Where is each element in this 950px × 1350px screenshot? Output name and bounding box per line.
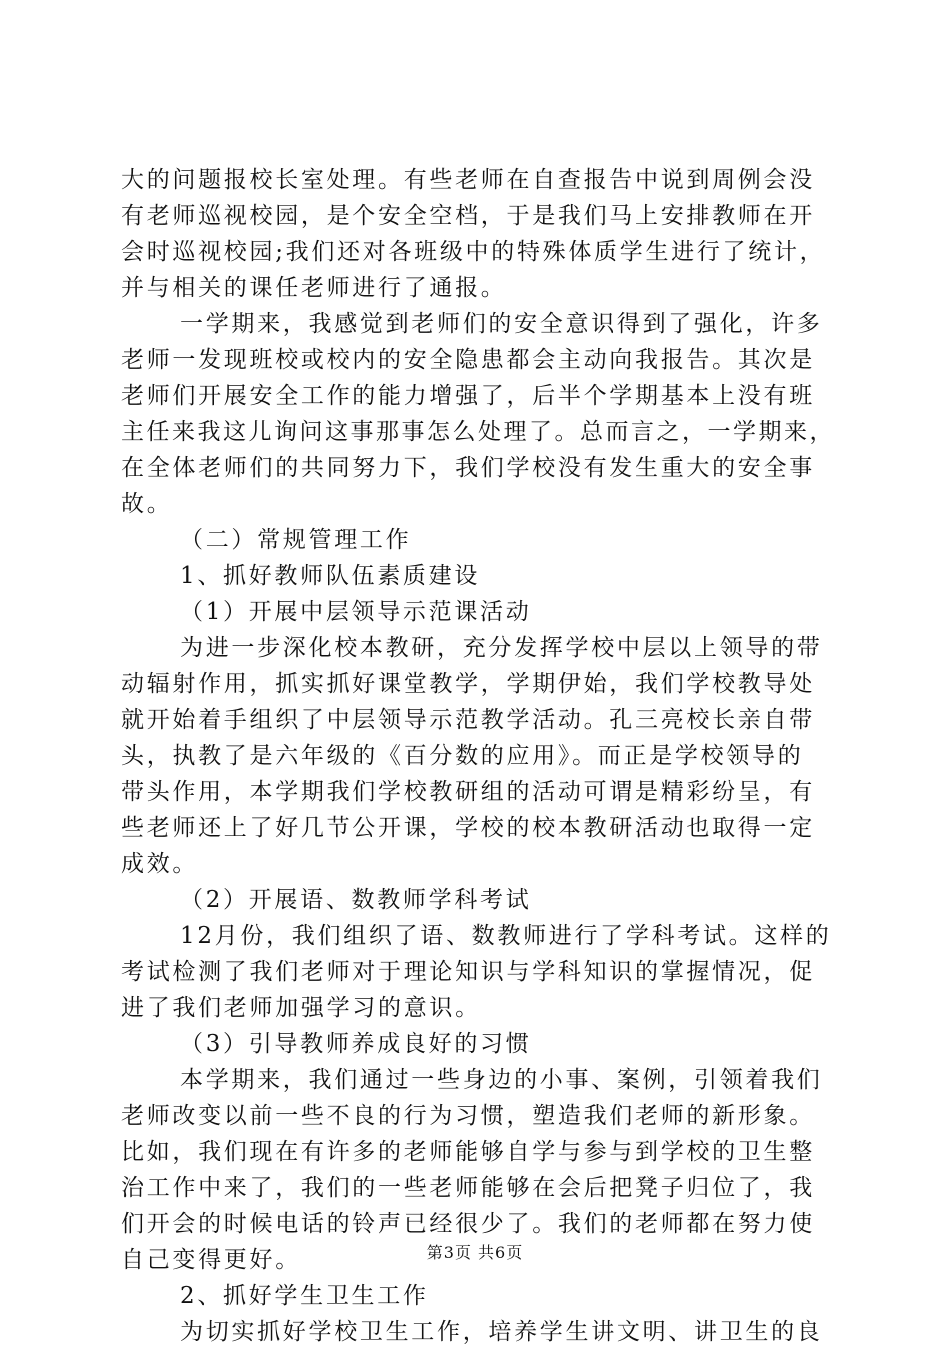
text-line: 12月份，我们组织了语、数教师进行了学科考试。这样的 — [180, 923, 832, 949]
text-line: 治工作中来了，我们的一些老师能够在会后把凳子归位了，我 — [121, 1175, 815, 1201]
text-line: 就开始着手组织了中层领导示范教学活动。孔三亮校长亲自带 — [121, 707, 815, 733]
text-line: 本学期来，我们通过一些身边的小事、案例，引领着我们 — [180, 1067, 823, 1093]
text-line: 一学期来，我感觉到老师们的安全意识得到了强化，许多 — [180, 311, 823, 337]
text-line: （2）开展语、数教师学科考试 — [180, 887, 532, 913]
text-line: 动辐射作用，抓实抓好课堂教学，学期伊始，我们学校教导处 — [121, 671, 815, 697]
document-body — [121, 162, 835, 1350]
text-line: 头，执教了是六年级的《百分数的应用》。而正是学校领导的 — [121, 743, 804, 769]
text-line: 考试检测了我们老师对于理论知识与学科知识的掌握情况，促 — [121, 959, 815, 985]
text-line: 1、抓好教师队伍素质建设 — [180, 563, 481, 589]
text-line: 2、抓好学生卫生工作 — [180, 1283, 429, 1309]
text-line: 故。 — [121, 491, 173, 517]
text-line: 大的问题报校长室处理。有些老师在自查报告中说到周例会没 — [121, 167, 815, 193]
text-line: 并与相关的课任老师进行了通报。 — [121, 275, 507, 301]
text-line: 们开会的时候电话的铃声已经很少了。我们的老师都在努力使 — [121, 1211, 815, 1237]
text-line: 为进一步深化校本教研，充分发挥学校中层以上领导的带 — [180, 635, 823, 661]
text-line: 有老师巡视校园，是个安全空档，于是我们马上安排教师在开 — [121, 203, 815, 229]
text-line: 主任来我这儿询问这事那事怎么处理了。总而言之，一学期来， — [121, 419, 835, 445]
text-line: 老师一发现班校或校内的安全隐患都会主动向我报告。其次是 — [121, 347, 815, 373]
text-line: 会时巡视校园;我们还对各班级中的特殊体质学生进行了统计， — [121, 239, 826, 265]
text-line: 带头作用，本学期我们学校教研组的活动可谓是精彩纷呈，有 — [121, 779, 815, 805]
text-line: 老师改变以前一些不良的行为习惯，塑造我们老师的新形象。 — [121, 1103, 815, 1129]
text-line: 进了我们老师加强学习的意识。 — [121, 995, 481, 1021]
text-line: （1）开展中层领导示范课活动 — [180, 599, 532, 625]
page-footer: 第3页 共6页 — [426, 1243, 524, 1262]
text-line: （二）常规管理工作 — [180, 527, 412, 553]
text-line: 自己变得更好。 — [121, 1247, 301, 1273]
text-line: 些老师还上了好几节公开课，学校的校本教研活动也取得一定 — [121, 815, 815, 841]
text-line: 成效。 — [121, 851, 199, 877]
text-line: （3）引导教师养成良好的习惯 — [180, 1031, 532, 1057]
text-line: 在全体老师们的共同努力下，我们学校没有发生重大的安全事 — [121, 455, 815, 481]
text-line: 为切实抓好学校卫生工作，培养学生讲文明、讲卫生的良 — [180, 1319, 823, 1345]
text-line: 老师们开展安全工作的能力增强了，后半个学期基本上没有班 — [121, 383, 815, 409]
text-line: 比如，我们现在有许多的老师能够自学与参与到学校的卫生整 — [121, 1139, 815, 1165]
